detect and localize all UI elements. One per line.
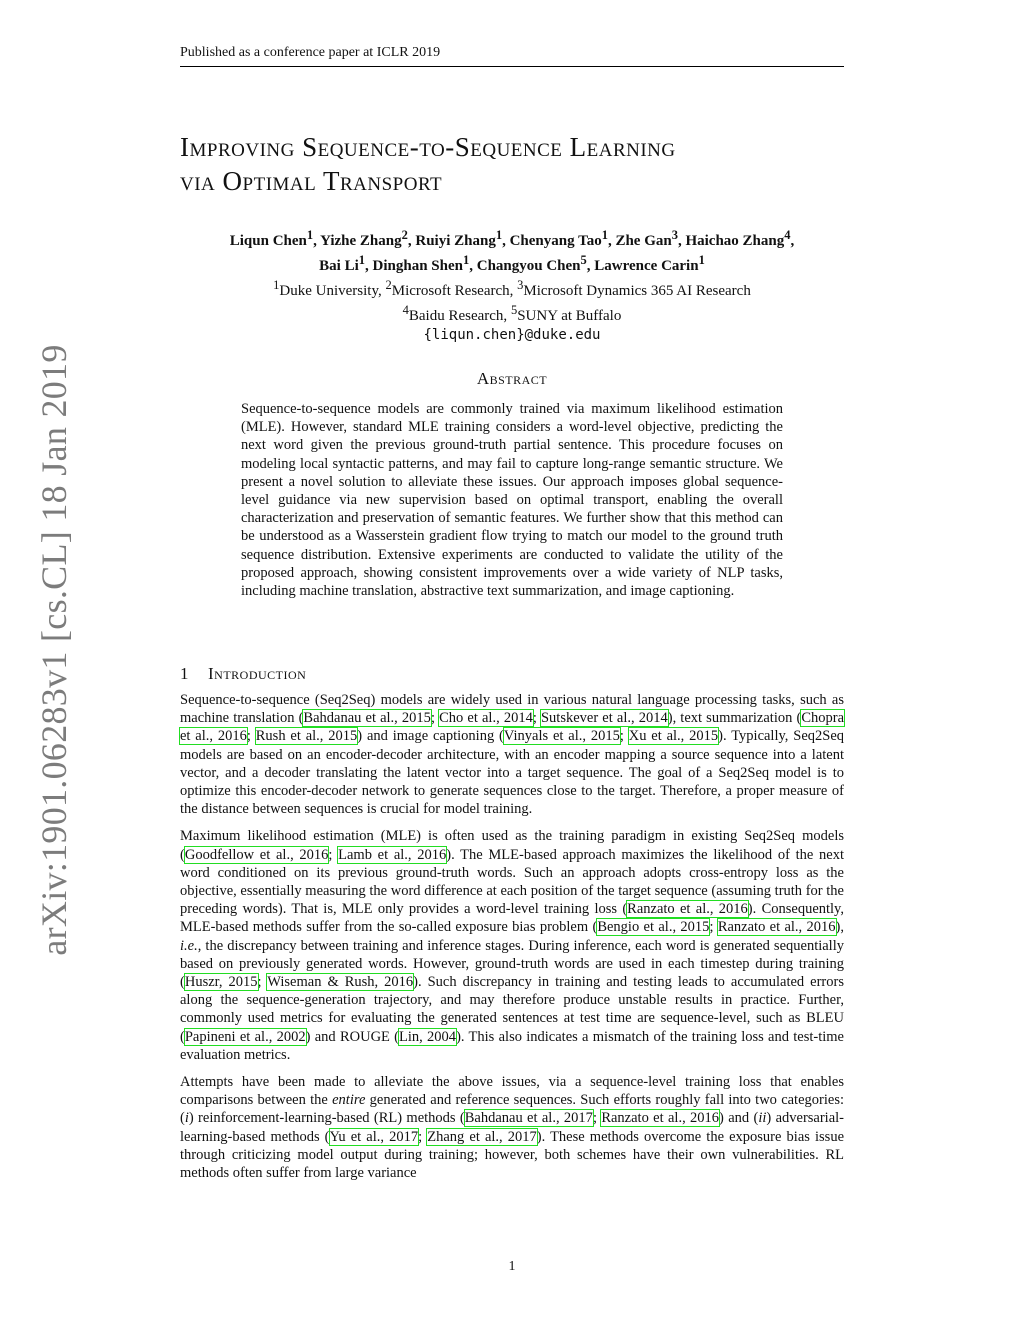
author-name: Ruiyi Zhang [415,233,496,249]
author-name: Liqun Chen [229,233,307,249]
affiliation-name: Duke University, [279,283,386,299]
citation-link[interactable]: Wiseman & Rush, 2016 [267,974,414,991]
author-block [150,226,874,345]
author-separator: , [677,233,686,249]
author-affiliation-mark: 3 [671,228,678,242]
author-separator: , [407,233,416,249]
author-separator: , [607,233,616,249]
affiliation-mark: 5 [510,303,518,317]
text-run: ) and ROUGE ( [305,1028,400,1045]
text-run: ). Such discrepancy in training and testing leads to accumulated errors along the sequence-generation trajectory, and may therefore produce unstable results in practice. Further, commonly used metrics for evaluating the generated sentences at test time are sequence-level, such as BLEU ( [180,974,844,1045]
section-title: Introduction [208,664,307,683]
citation-link[interactable]: Ranzato et al., 2016 [627,901,748,918]
section-number: 1 [180,664,189,683]
citation-link[interactable]: Bengio et al., 2015 [597,919,710,936]
author-name: Changyou Chen [476,258,581,274]
paragraph [180,691,844,818]
abstract-heading: Abstract [476,369,548,388]
abstract-text: Sequence-to-sequence models are commonly trained via maximum likelihood estimation (MLE). However, standard MLE training considers a word-level objective, predicting the next word given the previous ground-truth partial sentence. This procedure focuses on modeling local syntactic patterns, and may fail to capture long-range semantic structure. We present a novel solution to alleviate these issues. Our approach imposes global sequence-level guidance via new supervision based on optimal transport, enabling the overall characterization and preservation of semantic features. We further show that this method can be understood as a Wasserstein gradient flow trying to match our model to the ground truth sequence distribution. Extensive experiments are conducted to validate the utility of the proposed approach, showing consistent improvements over a wide variety of NLP tasks, including machine translation, abstractive text summarization, and image captioning. [241,401,783,600]
author-name: Dinghan Shen [372,258,463,274]
affiliation-mark: 1 [273,278,280,292]
text-run: Maximum likelihood estimation (MLE) is often used as the training paradigm in existing Seq2Seq models ( [180,828,844,863]
author-affiliation-mark: 2 [401,228,408,242]
text-run: ) and ( [719,1110,759,1127]
citation-link[interactable]: Cho et al., 2014 [439,710,533,727]
text-run: ; [418,1128,428,1145]
author-separator: , [502,233,510,249]
citation-link[interactable]: Chopra et al., 2016 [180,710,844,745]
title-line-2: via Optimal Transport [180,166,443,196]
text-run: ; [709,919,718,936]
author-affiliation-mark: 1 [358,253,366,267]
text-run: ), text summarization ( [667,710,802,727]
author-name: Bai Li [319,258,359,274]
author-affiliation-mark: 5 [580,253,587,267]
author-names-line-1 [150,226,874,251]
text-run: ; [246,728,256,745]
text-run: ) adversarial-learning-based methods ( [180,1110,845,1145]
emphasis: i [184,1110,189,1127]
affiliation-mark: 3 [517,278,524,292]
affiliation-name: Baidu Research, [408,308,511,324]
affiliation-name: SUNY at Buffalo [517,308,622,324]
citation-link[interactable]: Lamb et al., 2016 [338,846,447,863]
emphasis: entire [332,1092,366,1109]
author-affiliation-mark: 1 [601,228,608,242]
citation-link[interactable]: Huszr, 2015 [184,974,258,991]
text-run: ; [430,710,440,727]
citation-link[interactable]: Sutskever et al., 2014 [540,710,668,727]
author-email: {liqun.chen}@duke.edu [423,327,601,343]
text-run: ) and image captioning ( [357,728,504,745]
title-line-1: Improving Sequence-to-Sequence Learning [180,132,676,162]
citation-link[interactable]: Bahdanau et al., 2017 [464,1110,593,1127]
introduction-body [180,691,844,1191]
citation-link[interactable]: Vinyals et al., 2015 [503,728,620,745]
text-run: ). This also indicates a mismatch of the training loss and test-time evaluation metrics. [180,1028,844,1063]
arxiv-stamp-text: arXiv:1901.06283v1 [cs.CL] 18 Jan 2019 [34,344,74,956]
citation-link[interactable]: Bahdanau et al., 2015 [303,710,431,727]
author-affiliation-mark: 1 [462,253,470,267]
affiliation-name: Microsoft Research, [391,283,518,299]
text-run: ). The MLE-based approach maximizes the likelihood of the next word conditioned on its previous ground-truth words. Such an approach adopts cross-entropy loss as the objective, essentially measuring the word difference at each position of the target sequence (assuming truth for the preceding words). That is, MLE only provides a word-level training loss ( [180,846,844,918]
text-run: ; [257,974,268,991]
text-run: Attempts have been made to alleviate the above issues, via a sequence-level training loss that enables comparisons between the [180,1074,844,1109]
affiliation-mark: 2 [385,278,392,292]
author-affiliation-mark: 1 [306,228,314,242]
author-separator: , [586,258,595,274]
author-name: Zhe Gan [615,233,672,249]
emphasis: i.e. [180,937,198,954]
affiliations-line-2 [150,301,874,326]
author-separator: , [469,258,477,274]
citation-link[interactable]: Zhang et al., 2017 [427,1128,537,1145]
text-run: ). These methods overcome the exposure bias issue through criticizing model output during training; however, both schemes have their own vulnerabilities. RL methods often suffer from large variance [180,1128,844,1182]
text-run: ) reinforcement-learning-based (RL) methods ( [188,1110,465,1127]
page-number: 1 [508,1259,516,1274]
paragraph [180,827,844,1064]
running-header: Published as a conference paper at ICLR 2019 [180,45,844,67]
author-affiliation-mark: 4 [784,228,791,242]
citation-link[interactable]: Ranzato et al., 2016 [717,919,836,936]
author-name: Yizhe Zhang [320,233,402,249]
text-run: ; [592,1110,602,1127]
paper-title [180,130,860,198]
citation-link[interactable]: Goodfellow et al., 2016 [184,846,329,863]
text-run: ; [532,710,541,727]
author-name: Chenyang Tao [509,233,602,249]
author-name: Haichao Zhang [685,233,785,249]
affiliations-line-1 [150,276,874,301]
text-run: , the discrepancy between training and inference stages. During inference, each word is generated sequentially based on previously generated words. However, ground-truth words are used in each timestep during training ( [180,937,844,991]
text-run: Sequence-to-sequence (Seq2Seq) models are widely used in various natural language processing tasks, such as machine translation ( [180,692,844,727]
citation-link[interactable]: Papineni et al., 2002 [184,1028,306,1045]
citation-link[interactable]: Ranzato et al., 2016 [601,1110,720,1127]
author-names-line-2 [150,251,874,276]
author-name: Lawrence Carin [594,258,699,274]
section-heading-introduction [180,664,844,684]
author-separator: , [313,233,321,249]
emphasis: ii [758,1110,767,1127]
text-run: ), [835,919,844,936]
citation-link[interactable]: Yu et al., 2017 [329,1128,419,1145]
author-separator: , [365,258,373,274]
text-run: ; [328,846,339,863]
author-affiliation-mark: 1 [495,228,503,242]
text-run: ). Consequently, MLE-based methods suffer from the so-called exposure bias problem ( [180,901,844,936]
citation-link[interactable]: Rush et al., 2015 [255,728,358,745]
citation-link[interactable]: Xu et al., 2015 [628,728,719,745]
affiliation-mark: 4 [402,303,409,317]
paragraph [180,1073,844,1182]
author-affiliation-mark: 1 [698,253,705,267]
affiliation-name: Microsoft Dynamics 365 AI Research [523,283,751,299]
text-run: ). Typically, Seq2Seq models are based on an encoder-decoder architecture, with an encoder mapping a source sequence into a latent vector, and a decoder translating the latent vector into a target sequence. The goal of a Seq2Seq model is to optimize this encoder-decoder network to generate sequences close to the target. Therefore, a proper measure of the distance between sequences is crucial for model training. [180,728,845,818]
text-run: ; [619,728,629,745]
author-separator: , [790,233,795,249]
citation-link[interactable]: Lin, 2004 [399,1028,457,1045]
text-run: generated and reference sequences. Such efforts roughly fall into two categories: ( [180,1092,844,1127]
